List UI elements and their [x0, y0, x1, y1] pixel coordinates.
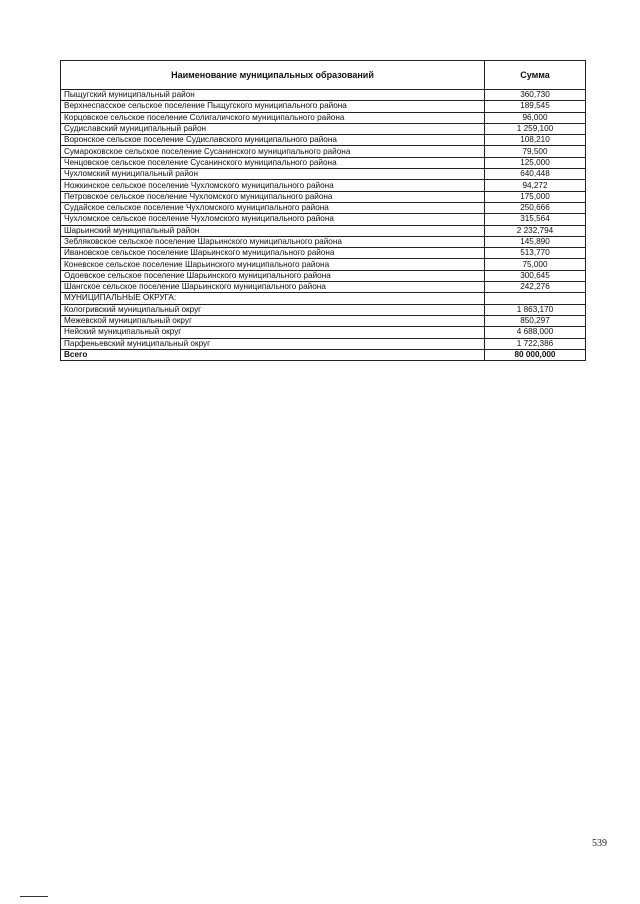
- total-label: Всего: [61, 349, 485, 360]
- table-row: [61, 270, 586, 281]
- row-name: Судайское сельское поселение Чухломского муниципального района: [61, 202, 485, 213]
- row-name: Нейский муниципальный округ: [61, 327, 485, 338]
- row-sum: 4 688,000: [485, 327, 586, 338]
- row-sum: 250,666: [485, 202, 586, 213]
- table-row: [61, 202, 586, 213]
- table-row: [61, 112, 586, 123]
- table-row: [61, 123, 586, 134]
- row-sum: 2 232,794: [485, 225, 586, 236]
- row-name: Шангское сельское поселение Шарьинского муниципального района: [61, 282, 485, 293]
- row-sum: 300,645: [485, 270, 586, 281]
- table-row: [61, 191, 586, 202]
- row-sum: 108,210: [485, 135, 586, 146]
- table-row: [61, 146, 586, 157]
- row-name: Сумароковское сельское поселение Сусанинского муниципального района: [61, 146, 485, 157]
- row-name: Пыщугский муниципальный район: [61, 90, 485, 101]
- row-sum: 1 863,170: [485, 304, 586, 315]
- row-name: Коневское сельское поселение Шарьинского муниципального района: [61, 259, 485, 270]
- header-sum: Сумма: [485, 61, 586, 90]
- section-row: [61, 293, 586, 304]
- row-sum: 1 259,100: [485, 123, 586, 134]
- row-sum: 175,000: [485, 191, 586, 202]
- row-sum: 94,272: [485, 180, 586, 191]
- table-header-row: [61, 61, 586, 90]
- row-sum: 242,276: [485, 282, 586, 293]
- table-row: [61, 135, 586, 146]
- table-row: [61, 236, 586, 247]
- table-row: [61, 248, 586, 259]
- row-sum: 850,297: [485, 315, 586, 326]
- row-name: Судиславский муниципальный район: [61, 123, 485, 134]
- row-name: Одоевское сельское поселение Шарьинского муниципального района: [61, 270, 485, 281]
- row-sum: 79,500: [485, 146, 586, 157]
- row-sum: 513,770: [485, 248, 586, 259]
- table-row: [61, 259, 586, 270]
- table-row: [61, 304, 586, 315]
- header-name: Наименование муниципальных образований: [61, 61, 485, 90]
- row-name: Чухломский муниципальный район: [61, 169, 485, 180]
- row-sum: 96,000: [485, 112, 586, 123]
- page-number: 539: [592, 838, 607, 849]
- row-name: Ивановское сельское поселение Шарьинского муниципального района: [61, 248, 485, 259]
- table-row: [61, 101, 586, 112]
- row-sum: [485, 293, 586, 304]
- total-row: [61, 349, 586, 360]
- row-sum: 1 722,386: [485, 338, 586, 349]
- footer-divider: [20, 896, 48, 897]
- table-row: [61, 315, 586, 326]
- row-name: Парфеньевский муниципальный округ: [61, 338, 485, 349]
- row-name: Корцовское сельское поселение Солигаличского муниципального района: [61, 112, 485, 123]
- row-sum: 125,000: [485, 157, 586, 168]
- row-sum: 75,000: [485, 259, 586, 270]
- table-row: [61, 169, 586, 180]
- table-row: [61, 225, 586, 236]
- table-row: [61, 180, 586, 191]
- row-sum: 360,730: [485, 90, 586, 101]
- row-name: Верхнеспасское сельское поселение Пыщугского муниципального района: [61, 101, 485, 112]
- row-name: Ножкинское сельское поселение Чухломского муниципального района: [61, 180, 485, 191]
- table-row: [61, 214, 586, 225]
- table-row: [61, 327, 586, 338]
- table-row: [61, 338, 586, 349]
- row-sum: 189,545: [485, 101, 586, 112]
- row-name: Зебляковское сельское поселение Шарьинского муниципального района: [61, 236, 485, 247]
- row-name: Ченцовское сельское поселение Сусанинского муниципального района: [61, 157, 485, 168]
- table-body: [61, 90, 586, 361]
- row-sum: 640,448: [485, 169, 586, 180]
- row-sum: 145,890: [485, 236, 586, 247]
- section-label: МУНИЦИПАЛЬНЫЕ ОКРУГА:: [61, 293, 485, 304]
- row-name: Межевской муниципальный округ: [61, 315, 485, 326]
- row-name: Чухломское сельское поселение Чухломского муниципального района: [61, 214, 485, 225]
- row-sum: 315,564: [485, 214, 586, 225]
- table-row: [61, 90, 586, 101]
- row-name: Воронское сельское поселение Судиславского муниципального района: [61, 135, 485, 146]
- table-row: [61, 282, 586, 293]
- row-name: Петровское сельское поселение Чухломского муниципального района: [61, 191, 485, 202]
- row-name: Шарьинский муниципальный район: [61, 225, 485, 236]
- table-row: [61, 157, 586, 168]
- allocation-table: [60, 60, 586, 361]
- total-sum: 80 000,000: [485, 349, 586, 360]
- row-name: Кологривский муниципальный округ: [61, 304, 485, 315]
